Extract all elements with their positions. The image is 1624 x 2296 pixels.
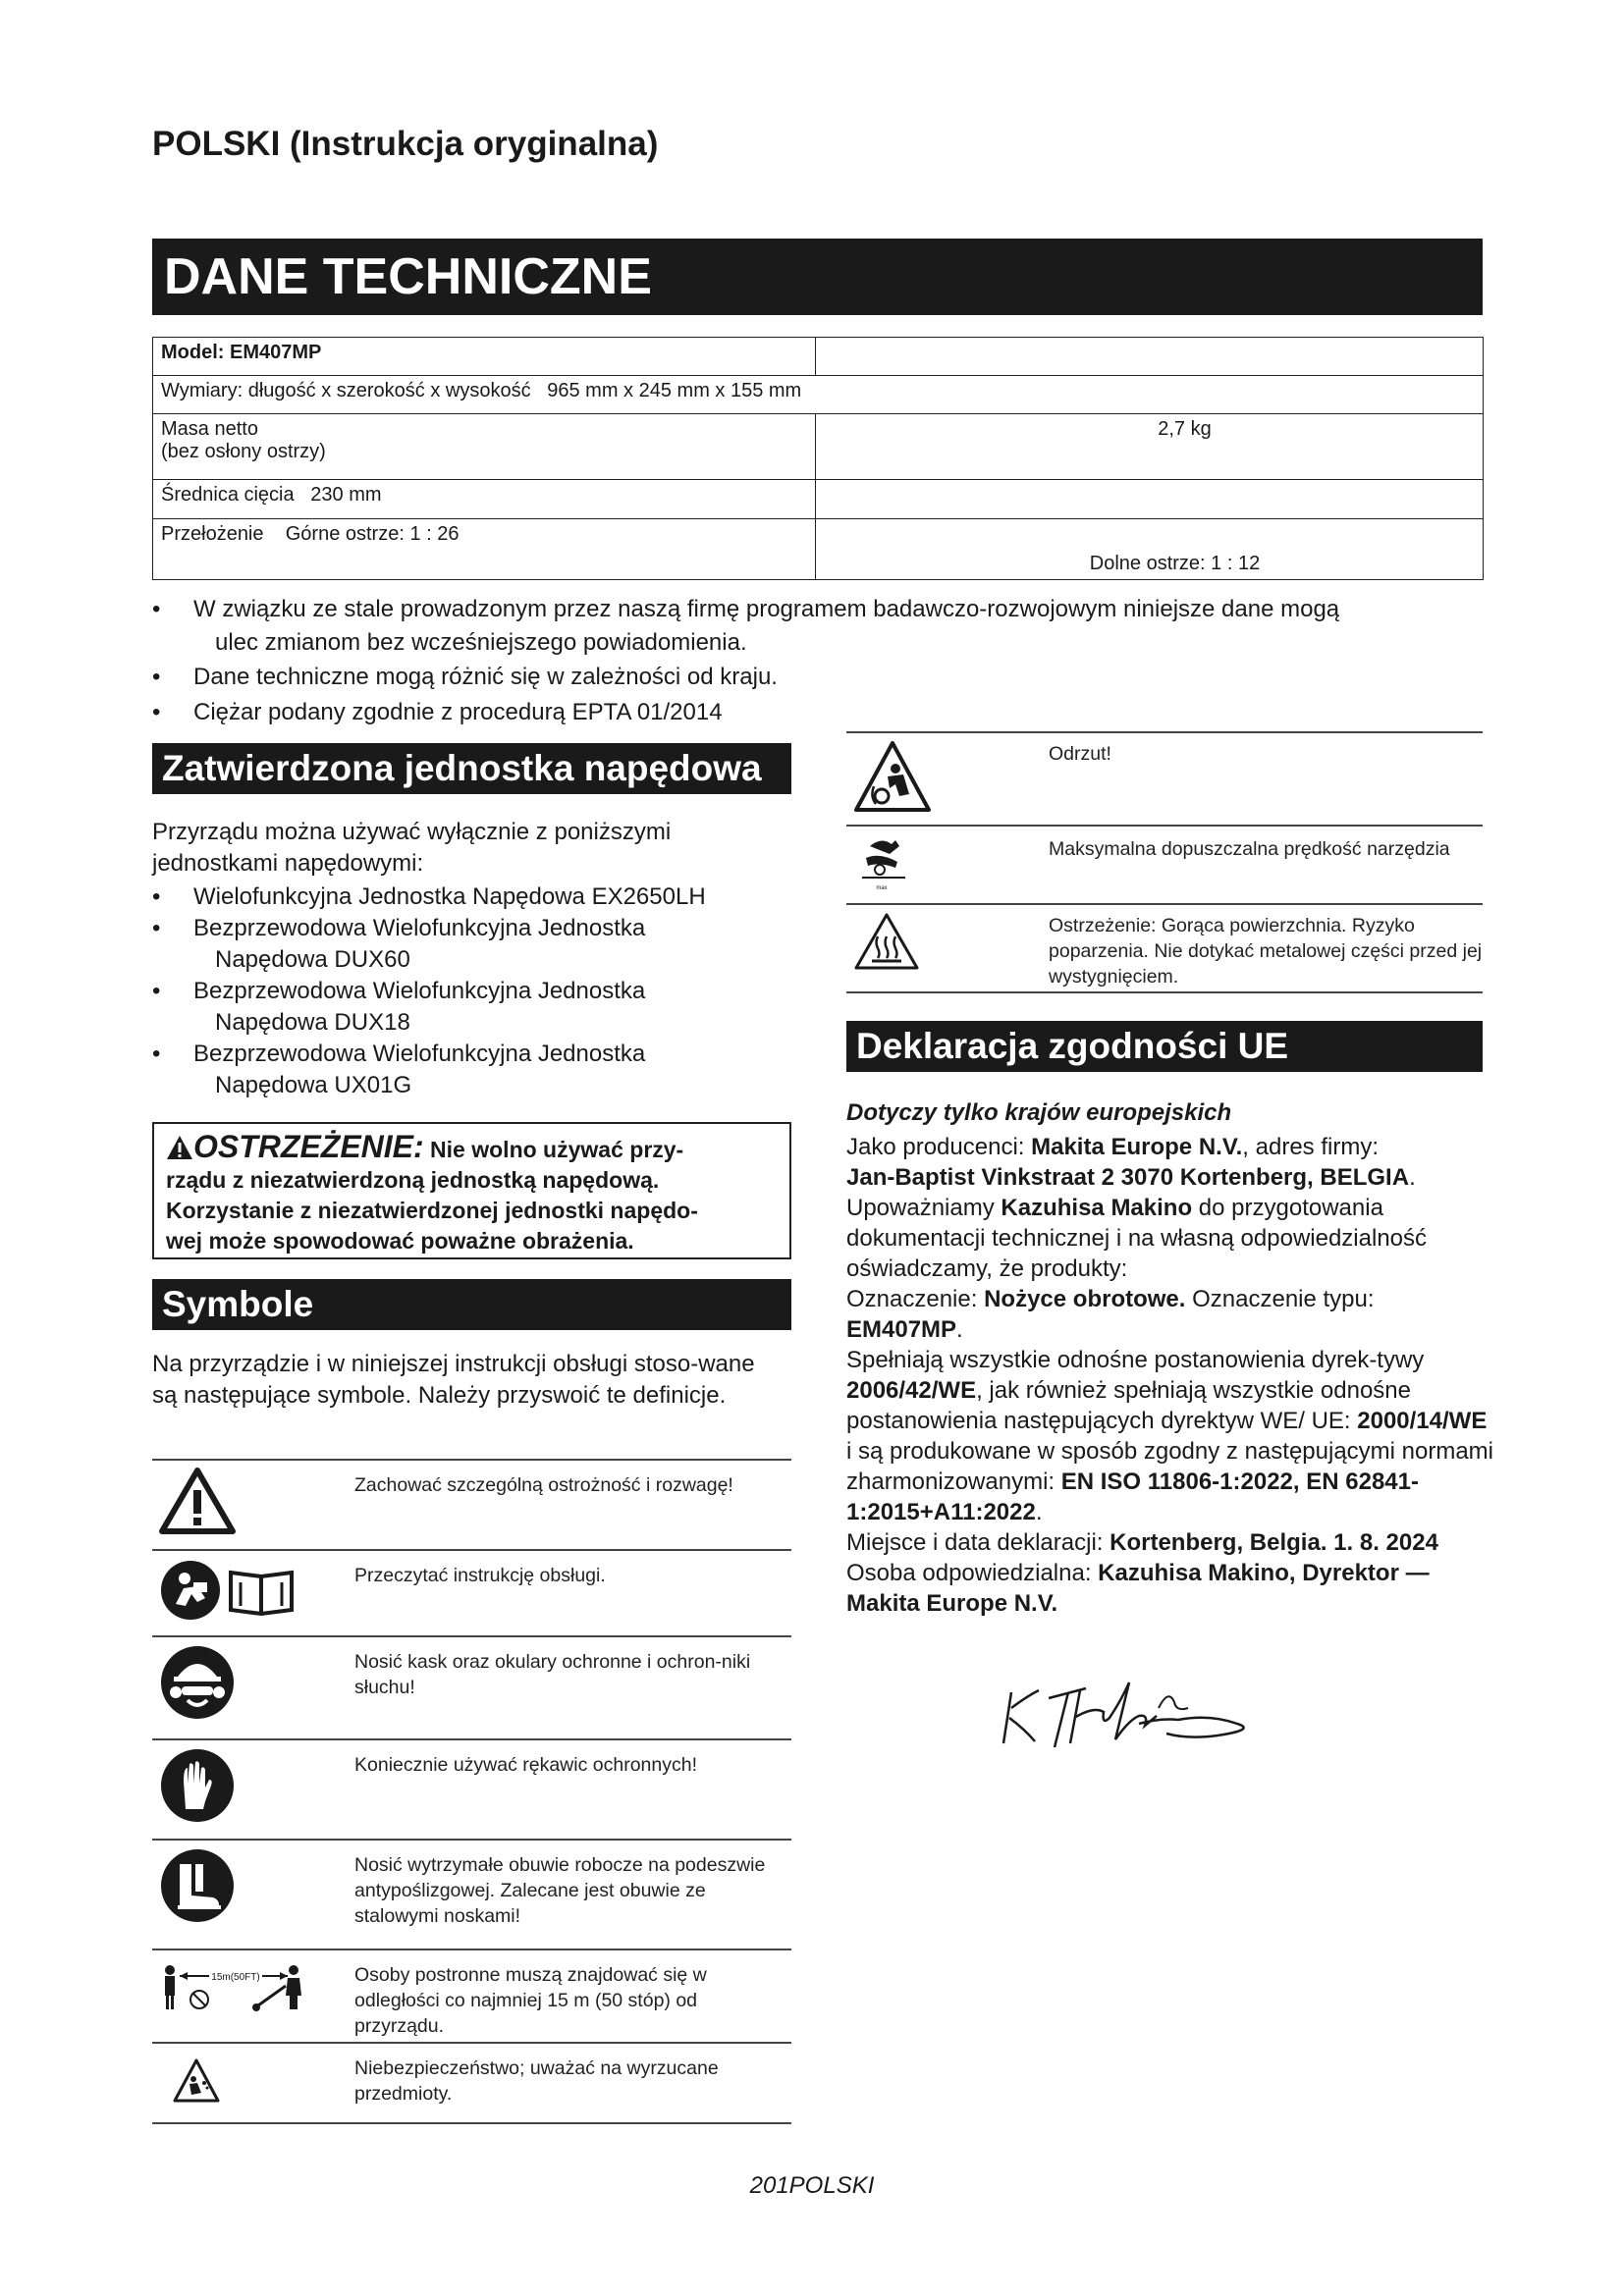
table-row: Koniecznie używać rękawic ochronnych!: [152, 1739, 791, 1840]
kickback-icon: [852, 739, 933, 814]
max-speed-icon: [852, 832, 933, 893]
page-language-title: POLSKI (Instrukcja oryginalna): [152, 125, 659, 163]
helmet-goggles-earmuffs-icon: [158, 1643, 237, 1722]
spec-dimensions: Wymiary: długość x szerokość x wysokość 965 mm x 245 mm x 155 mm: [153, 376, 1484, 414]
spec-notes: [152, 593, 1488, 729]
declaration-body: Dotyczy tylko krajów europejskich Jako producenci: Makita Europe N.V., adres firmy: Jan-Baptist Vinkstraat 2 3070 Kortenberg, BELGIA. Upoważniamy Kazuhisa Makino do przygotowania dokumentacji technicznej i na własną odpowiedzialność oświadczamy, że produkty: Oznaczenie: Nożyce obrotowe. Oznaczenie typu: EM407MP. Spełniają wszystkie odnośne postanowienia dyrek-tywy 2006/42/WE, jak również spełniają wszystkie odnośne postanowienia następujących dyrektyw WE/ UE: 2000/14/WE i są produkowane w sposób zgodny z następującymi normami zharmonizowanymi: EN ISO 11806-1:2022, EN 62841-1:2015+A11:2022. Miejsce i data deklaracji: Kortenberg, Belgia. 1. 8. 2024 Osoba odpowiedzialna: Kazuhisa Makino, Dyrektor — Makita Europe N.V.: [846, 1099, 1494, 1617]
warning-box: OSTRZEŻENIE: Nie wolno używać przy- rządu z niezatwierdzoną jednostką napędową. Korzystanie z niezatwierdzonej jednostki napędo- wej może spowodować poważne obrażenia.: [152, 1122, 791, 1259]
list-item: • Ciężar podany zgodnie z procedurą EPTA 01/2014: [152, 699, 723, 725]
table-row: Przeczytać instrukcję obsługi.: [152, 1550, 791, 1636]
list-item: • Dane techniczne mogą różnić się w zależności od kraju.: [152, 664, 778, 690]
symbols-intro: Na przyrządzie i w niniejszej instrukcji obsługi stoso-wane są następujące symbole. Należy przyswoić te definicje.: [152, 1351, 755, 1409]
approved-unit-heading: Zatwierdzona jednostka napędowa: [152, 743, 791, 794]
table-row: Nosić wytrzymałe obuwie robocze na podeszwie antypoślizgowej. Zalecane jest obuwie ze stalowymi noskami!: [152, 1840, 791, 1949]
specs-table: [152, 337, 1484, 580]
list-item: • Bezprzewodowa Wielofunkcyjna Jednostka Napędowa DUX60: [152, 915, 646, 973]
spec-mass-label: Masa netto (bez osłony ostrzy): [153, 414, 816, 480]
safety-boots-icon: [158, 1846, 237, 1925]
approved-unit-intro: Przyrządu można używać wyłącznie z poniższymi jednostkami napędowymi:: [152, 819, 672, 877]
warning-triangle-icon: [166, 1135, 193, 1160]
warning-title: OSTRZEŻENIE:: [193, 1129, 424, 1164]
signature: [992, 1669, 1316, 1752]
thrown-objects-icon: [172, 2057, 221, 2105]
table-row: Zachować szczególną ostrożność i rozwagę!: [152, 1460, 791, 1550]
specs-heading: DANE TECHNICZNE: [152, 239, 1483, 315]
spec-model: Model: EM407MP: [153, 338, 816, 376]
table-row: Odrzut!: [846, 732, 1483, 826]
page-number: 201POLSKI: [749, 2172, 875, 2199]
table-row: Ostrzeżenie: Gorąca powierzchnia. Ryzyko poparzenia. Nie dotykać metalowej części przed jej wystygnięciem.: [846, 904, 1483, 992]
table-row: 15m(50FT) Osoby postronne muszą znajdować się w odległości co najmniej 15 m (50 stóp) od przyrządu.: [152, 1949, 791, 2043]
list-item: • Bezprzewodowa Wielofunkcyjna Jednostka Napędowa UX01G: [152, 1041, 646, 1098]
table-row: max Maksymalna dopuszczalna prędkość narzędzia: [846, 826, 1483, 904]
list-item: • Bezprzewodowa Wielofunkcyjna Jednostka Napędowa DUX18: [152, 978, 646, 1036]
table-row: Niebezpieczeństwo; uważać na wyrzucane przedmioty.: [152, 2043, 791, 2123]
spec-gear-ratio-lower: Dolne ostrze: 1 : 12: [816, 519, 1484, 580]
hot-surface-icon: [852, 911, 921, 974]
symbols-heading: Symbole: [152, 1279, 791, 1330]
gloves-icon: [158, 1746, 237, 1825]
distance-label: 15m(50FT): [211, 1972, 260, 1983]
declaration-heading: Deklaracja zgodności UE: [846, 1021, 1483, 1072]
svg-text:max: max: [876, 885, 888, 891]
spec-cutting-diameter: Średnica cięcia 230 mm: [153, 480, 816, 519]
keep-distance-icon: [158, 1956, 315, 2015]
list-item: • W związku ze stale prowadzonym przez naszą firmę programem badawczo-rozwojowym niniejsze dane mogą ulec zmianom bez wcześniejszego powiadomienia.: [152, 596, 1340, 656]
symbols-table-right: [846, 731, 1483, 993]
read-manual-icon: [158, 1557, 315, 1622]
spec-gear-ratio: Przełożenie Górne ostrze: 1 : 26: [153, 519, 816, 580]
approved-unit-list: [152, 881, 790, 1101]
list-item: • Wielofunkcyjna Jednostka Napędowa EX2650LH: [152, 883, 706, 910]
spec-mass-value: 2,7 kg: [816, 414, 1484, 480]
symbols-table-left: [152, 1459, 791, 2124]
table-row: Nosić kask oraz okulary ochronne i ochron-niki słuchu!: [152, 1636, 791, 1739]
warning-triangle-icon: [158, 1467, 237, 1535]
declaration-subheading: Dotyczy tylko krajów europejskich: [846, 1099, 1232, 1126]
